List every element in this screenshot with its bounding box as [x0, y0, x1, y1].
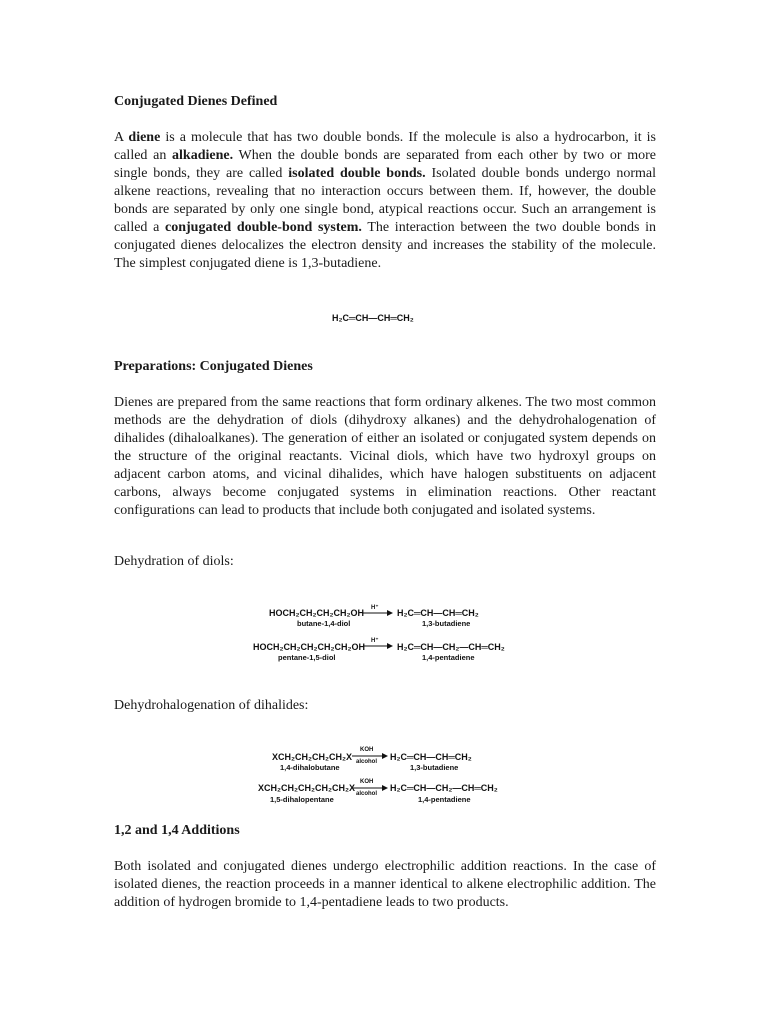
paragraph-preparations: Dienes are prepared from the same reactions that form ordinary alkenes. The two most common methods are the dehydration of diols (dihydroxy alkanes) and the dehydrohalogenation of dihalides (dihaloalkanes). The generation of either an isolated or conjugated system depends on the structure of the original reactants. Vicinal diols, which have two hydroxyl groups on adjacent carbon atoms, and vicinal dihalides, which have halogen substituents on adjacent carbons, always become conjugated systems in elimination reactions. Other reactant configurations can lead to products that include both conjugated and isolated systems. — [114, 395, 656, 518]
section-heading-preparations: Preparations: Conjugated Dienes — [114, 359, 313, 374]
diol-product-1-name: 1,3-butadiene — [422, 619, 471, 628]
butadiene-formula — [330, 309, 440, 329]
diol-reactant-2: HOCH₂CH₂CH₂CH₂CH₂OH — [253, 642, 365, 652]
reaction-arrowhead-4 — [382, 785, 388, 791]
dihalide-reactant-2: XCH₂CH₂CH₂CH₂CH₂X — [258, 783, 355, 793]
diol-reactant-1: HOCH₂CH₂CH₂CH₂OH — [269, 608, 364, 618]
label-dehydrohalogenation: Dehydrohalogenation of dihalides: — [114, 698, 309, 713]
butadiene-formula-text: H₂C═CH—CH═CH₂ — [332, 313, 414, 323]
paragraph-additions: Both isolated and conjugated dienes undergo electrophilic addition reactions. In the case of isolated dienes, the reaction proceeds in a manner identical to alkene electrophilic addition. The addition of hydrogen bromide to 1,4-pentadiene leads to two products. — [114, 859, 656, 910]
bold-term: diene — [128, 130, 161, 145]
dihalide-reactant-1-name: 1,4-dihalobutane — [280, 763, 340, 772]
diol-reagent-1: H⁺ — [371, 605, 379, 611]
dihalide-reactant-2-name: 1,5-dihalopentane — [270, 795, 334, 804]
dihalide-product-2: H₂C═CH—CH₂—CH═CH₂ — [390, 783, 498, 793]
paragraph-diene-definition: A diene is a molecule that has two double bonds. If the molecule is also a hydrocarbon, it is called an alkadiene. When the double bonds are separated from each other by two or more single bonds, they are called isolated double bonds. Isolated double bonds undergo normal alkene reactions, revealing that no interaction occurs between them. If, however, the double bonds are separated by only one single bond, atypical reactions occur. Such an arrangement is called a conjugated double-bond system. The interaction between the two double bonds in conjugated dienes delocalizes the electron density and increases the stability of the molecule. The simplest conjugated diene is 1,3-butadiene. — [114, 130, 657, 271]
dihalide-reagent-2-bottom: alcohol — [356, 791, 378, 797]
dihalides-reaction-scheme — [250, 740, 530, 810]
dihalide-reagent-1-bottom: alcohol — [356, 759, 378, 765]
dihalide-reagent-2-top: KOH — [360, 779, 374, 785]
reaction-arrowhead-1 — [387, 610, 393, 616]
label-dehydration-of-diols: Dehydration of diols: — [114, 554, 234, 569]
dihalide-product-2-name: 1,4-pentadiene — [418, 795, 471, 804]
reaction-arrowhead-3 — [382, 753, 388, 759]
diol-reactant-1-name: butane-1,4-diol — [297, 619, 351, 628]
diol-product-2-name: 1,4-pentadiene — [422, 653, 475, 662]
bold-term: alkadiene. — [172, 148, 234, 163]
section-heading-conjugated-dienes: Conjugated Dienes Defined — [114, 94, 278, 109]
dihalide-reagent-1-top: KOH — [360, 747, 374, 753]
diol-product-2: H₂C═CH—CH₂—CH═CH₂ — [397, 642, 505, 652]
diol-reactant-2-name: pentane-1,5-diol — [278, 653, 336, 662]
diol-reagent-2: H⁺ — [371, 638, 379, 644]
bold-term: isolated double bonds. — [288, 166, 426, 181]
dihalide-product-1: H₂C═CH—CH═CH₂ — [390, 752, 472, 762]
diol-product-1: H₂C═CH—CH═CH₂ — [397, 608, 479, 618]
section-heading-additions: 1,2 and 1,4 Additions — [114, 823, 240, 838]
dihalide-product-1-name: 1,3-butadiene — [410, 763, 459, 772]
diols-reaction-scheme — [250, 598, 530, 670]
dihalide-reactant-1: XCH₂CH₂CH₂CH₂X — [272, 752, 352, 762]
reaction-arrowhead-2 — [387, 643, 393, 649]
bold-term: conjugated double-bond system. — [165, 220, 362, 235]
